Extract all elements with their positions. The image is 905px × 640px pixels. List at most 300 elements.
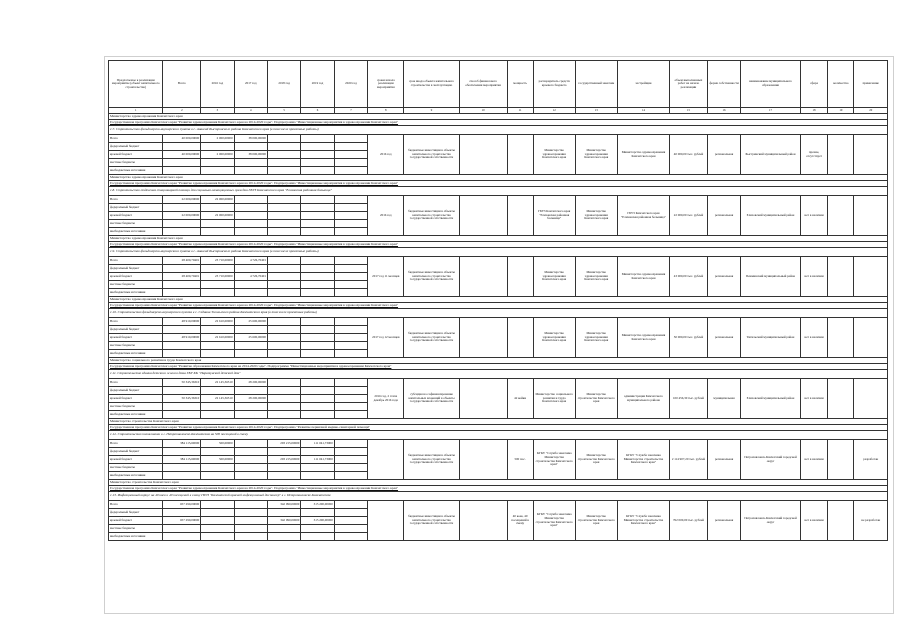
amount-cell	[334, 167, 367, 175]
amount-cell	[234, 440, 267, 448]
amount-cell	[334, 448, 367, 456]
amount-cell	[334, 220, 367, 228]
capacity: 40 коек, 40 посещений в смену	[507, 501, 533, 541]
object-row	[109, 248, 888, 257]
column-header: способ финансового обеспечения мероприятия	[459, 61, 507, 108]
ministry-name: Министерство здравоохранения Камчатского края	[109, 236, 888, 242]
column-number: 2	[163, 108, 201, 114]
amount-cell	[301, 220, 334, 228]
finance-source-label: краевой бюджет	[109, 212, 163, 220]
amount-cell	[163, 533, 201, 541]
ministry-name: Министерство здравоохранения Камчатского края	[109, 114, 888, 120]
column-number: 15	[670, 108, 708, 114]
amount-cell	[201, 387, 234, 395]
note: разработан	[854, 440, 888, 480]
amount-cell	[163, 220, 201, 228]
program-name: Государственная программа Камчатского края "Развитие здравоохранения Камчатского края на 2014-2020 годы". Подпрограмма "Инвестиционные мероприятия в здравоохранении Камчатского края"	[109, 120, 888, 126]
amount-cell	[234, 281, 267, 289]
municipality: Пенжинский муниципальный район	[741, 257, 801, 297]
amount-cell	[234, 533, 267, 541]
amount-cell	[201, 143, 234, 151]
developer: Министерство здравоохранения Камчатского края	[617, 135, 669, 175]
amount-cell	[234, 448, 267, 456]
developer: Министерство здравоохранения Камчатского края	[617, 257, 669, 297]
amount-cell	[234, 228, 267, 236]
capacity	[507, 257, 533, 297]
capacity: 42 койки	[507, 379, 533, 419]
amount-cell	[301, 525, 334, 533]
finance-row	[109, 135, 888, 143]
amount-cell	[334, 342, 367, 350]
distributor: Министерство здравоохранения Камчатского края	[533, 318, 575, 358]
developer: Министерство здравоохранения Камчатского края	[617, 318, 669, 358]
amount-cell	[163, 159, 201, 167]
object-name: 1.11. Строительство здания детского жилого дома ГБУ КК "Паратунский детский дом"	[109, 370, 888, 379]
finance-source-label: федеральный бюджет	[109, 204, 163, 212]
amount-cell	[201, 326, 234, 334]
amount-cell	[163, 289, 201, 297]
ownership-form: региональная	[707, 135, 740, 175]
amount-cell	[267, 196, 300, 204]
amount-cell	[301, 281, 334, 289]
program-name: Государственная программа Камчатского края "Развитие здравоохранения Камчатского края на 2014-2020 годы". Подпрограмма "Инвестиционные мероприятия в здравоохранении Камчатского края"	[109, 242, 888, 248]
finance-source-label: местные бюджеты	[109, 525, 163, 533]
capacity	[507, 135, 533, 175]
amount-cell	[267, 281, 300, 289]
finance-method: бюджетные инвестиции в объекты капитального строительства государственной собственности	[404, 440, 459, 480]
amount-cell: 22 000,00000	[163, 196, 201, 204]
amount-cell	[334, 350, 367, 358]
blank	[459, 318, 507, 358]
finance-method: бюджетные инвестиции в объекты капитального строительства государственной собственности	[404, 257, 459, 297]
amount-cell	[301, 212, 334, 220]
quantity	[828, 135, 854, 175]
start-date: 2016 год	[368, 135, 404, 175]
finance-source-label: внебюджетные источники	[109, 167, 163, 175]
amount-cell: 342 090,00000	[267, 501, 300, 509]
amount-cell: 384 115,60000	[163, 440, 201, 448]
amount-cell	[267, 334, 300, 342]
note	[854, 257, 888, 297]
amount-cell	[267, 220, 300, 228]
amount-cell	[334, 196, 367, 204]
finance-source-label: краевой бюджет	[109, 517, 163, 525]
amount-cell	[334, 440, 367, 448]
column-number: 5	[267, 108, 300, 114]
column-header: сроки начала реализации мероприятия	[368, 61, 404, 108]
amount-cell	[334, 501, 367, 509]
blank	[459, 135, 507, 175]
work-volume: 50 000,00 тыс. рублей	[670, 318, 708, 358]
amount-cell	[334, 257, 367, 265]
capacity	[507, 196, 533, 236]
column-number: 3	[201, 108, 234, 114]
state-customer: Министерство здравоохранения Камчатского края	[575, 318, 617, 358]
amount-cell	[301, 289, 334, 297]
amount-cell: 38 000,00000	[234, 135, 267, 143]
amount-cell	[163, 281, 201, 289]
amount-cell	[267, 135, 300, 143]
finance-row	[109, 440, 888, 448]
column-header: 2020 год	[334, 61, 367, 108]
amount-cell	[267, 212, 300, 220]
finance-source-label: внебюджетные источники	[109, 533, 163, 541]
amount-cell	[334, 395, 367, 403]
column-number: 14	[617, 108, 669, 114]
blank	[459, 196, 507, 236]
amount-cell	[267, 509, 300, 517]
amount-cell	[267, 533, 300, 541]
column-number: 1	[109, 108, 163, 114]
amount-cell	[301, 135, 334, 143]
column-header: мощность	[507, 61, 533, 108]
column-header: застройщик	[617, 61, 669, 108]
ownership-form: муниципальная	[707, 379, 740, 419]
column-number: 9	[404, 108, 459, 114]
work-volume: 40 000,00 тыс. рублей	[670, 135, 708, 175]
developer: КГКУ "Служба заказчика Министерства строительства Камчатского края"	[617, 501, 669, 541]
amount-cell: 22 000,00000	[201, 196, 234, 204]
column-header: 2018 год	[267, 61, 300, 108]
quantity	[828, 501, 854, 541]
finance-row	[109, 318, 888, 326]
column-number: 18	[800, 108, 828, 114]
amount-cell: 23 710,00000	[201, 257, 234, 265]
column-header: 2016 год	[201, 61, 234, 108]
ownership-form: региональная	[707, 440, 740, 480]
table-body	[109, 114, 888, 541]
amount-cell	[334, 212, 367, 220]
amount-cell: 22 610,00000	[201, 334, 234, 342]
column-number: 13	[575, 108, 617, 114]
start-date: 2017 год 12 месяцев	[368, 318, 404, 358]
amount-cell	[201, 403, 234, 411]
municipality: Быстринский муниципальный район	[741, 135, 801, 175]
object-name: 1.10. Строительство фельдшерско-акушерского пункта в с. Седанка Тигильского района Камчатского края (в том числе проектные работы)	[109, 309, 888, 318]
amount-cell: 384 115,60000	[163, 456, 201, 464]
amount-cell	[234, 167, 267, 175]
ministry-name: Министерство строительства Камчатского края	[109, 480, 888, 486]
amount-cell	[301, 167, 334, 175]
amount-cell	[234, 159, 267, 167]
finance-source-label: краевой бюджет	[109, 395, 163, 403]
amount-cell	[267, 411, 300, 419]
amount-cell	[334, 387, 367, 395]
amount-cell	[163, 387, 201, 395]
finance-row	[109, 501, 888, 509]
amount-cell	[201, 350, 234, 358]
amount-cell	[267, 350, 300, 358]
document-sheet	[108, 60, 888, 608]
amount-cell	[334, 456, 367, 464]
sphere: нет в наличии	[800, 440, 828, 480]
amount-cell	[334, 273, 367, 281]
municipality: Тигильский муниципальный район	[741, 318, 801, 358]
distributor: Министерство социального развития и труда Камчатского края	[533, 379, 575, 419]
column-header: распорядитель средств краевого бюджета	[533, 61, 575, 108]
object-name: 1.9. Строительство фельдшерско-акушерского пункта в с. Анавгай Быстринского района Камчатского края (в том числе проектные работы)	[109, 248, 888, 257]
state-customer: Министерство строительства Камчатского края	[575, 379, 617, 419]
column-header: срок ввода объекта капитального строительства в эксплуатацию	[404, 61, 459, 108]
amount-cell	[234, 387, 267, 395]
program-name: Государственная программа Камчатского края "Развитие здравоохранения Камчатского края на 2014-2020 годы". Подпрограмма "Инвестиционные мероприятия в здравоохранении Камчатского края"	[109, 181, 888, 187]
amount-cell: 293 215,00000	[267, 440, 300, 448]
amount-cell: 23 710,00000	[201, 273, 234, 281]
finance-source-label: Всего	[109, 196, 163, 204]
finance-source-label: краевой бюджет	[109, 151, 163, 159]
column-number: 19	[828, 108, 854, 114]
amount-cell	[334, 281, 367, 289]
sphere: прочие, отсутствует	[800, 135, 828, 175]
column-header: объем выполненных работ на начало реализации	[670, 61, 708, 108]
amount-cell: 500,00000	[201, 440, 234, 448]
amount-cell	[234, 196, 267, 204]
column-header: количество	[828, 61, 854, 108]
column-header: Всего	[163, 61, 201, 108]
amount-cell	[301, 379, 334, 387]
amount-cell	[201, 342, 234, 350]
column-number: 7	[334, 108, 367, 114]
program-name: Государственная программа Камчатского края "Развитие образования Камчатского края на 2014-2020 годы". Подпрограмма "Инвестиционные мероприятия в здравоохранении Камчатского края"	[109, 364, 888, 370]
amount-cell: 38 000,00000	[234, 151, 267, 159]
start-date: 2016 год	[368, 196, 404, 236]
municipality: Петропавловск-Камчатский городской округ	[741, 501, 801, 541]
state-customer: Министерство здравоохранения Камчатского края	[575, 257, 617, 297]
amount-cell	[301, 159, 334, 167]
note	[854, 379, 888, 419]
state-customer: Министерство строительства Камчатского края	[575, 501, 617, 541]
amount-cell: 315 200,00000	[301, 517, 334, 525]
amount-cell	[234, 517, 267, 525]
amount-cell	[234, 464, 267, 472]
amount-cell	[267, 265, 300, 273]
amount-cell: 500,00000	[201, 456, 234, 464]
municipality: Елизовский муниципальный район	[741, 379, 801, 419]
amount-cell	[334, 464, 367, 472]
amount-cell	[234, 143, 267, 151]
program-name: Государственная программа Камчатского края "Развитие здравоохранения Камчатского края на 2014-2020 годы". Подпрограмма "Инвестиционные мероприятия в здравоохранении Камчатского края"	[109, 486, 888, 492]
developer: администрация Камчатского муниципального района	[617, 379, 669, 419]
amount-cell	[234, 411, 267, 419]
amount-cell	[267, 289, 300, 297]
amount-cell	[334, 525, 367, 533]
amount-cell	[267, 379, 300, 387]
start-date	[368, 501, 404, 541]
amount-cell	[267, 143, 300, 151]
ownership-form: региональная	[707, 257, 740, 297]
state-customer: Министерство здравоохранения Камчатского края	[575, 135, 617, 175]
sphere: нет в наличии	[800, 196, 828, 236]
program-name: Государственная программа Камчатского края "Развитие здравоохранения Камчатского края на 2014-2020 годы". Подпрограмма "Развитие первичной медико-санитарной помощи"	[109, 425, 888, 431]
amount-cell: 25 600,00000	[234, 318, 267, 326]
amount-cell	[201, 517, 234, 525]
column-header: государственный заказчик	[575, 61, 617, 108]
amount-cell	[201, 265, 234, 273]
amount-cell	[334, 379, 367, 387]
quantity	[828, 440, 854, 480]
distributor: КГКУ "Служба заказчика Министерства строительства Камчатского края"	[533, 501, 575, 541]
program-name: Государственная программа Камчатского края "Развитие здравоохранения Камчатского края на 2014-2020 годы". Подпрограмма "Инвестиционные мероприятия в здравоохранении Камчатского края"	[109, 303, 888, 309]
amount-cell: 315 200,00000	[301, 501, 334, 509]
column-number: 8	[368, 108, 404, 114]
finance-row	[109, 257, 888, 265]
amount-cell	[201, 159, 234, 167]
amount-cell: 111 041,73000	[301, 456, 334, 464]
amount-cell: 28 200,00000	[234, 379, 267, 387]
amount-cell	[234, 204, 267, 212]
finance-source-label: внебюджетные источники	[109, 350, 163, 358]
amount-cell	[334, 228, 367, 236]
amount-cell	[267, 472, 300, 480]
amount-cell: 293 215,00000	[267, 456, 300, 464]
amount-cell	[163, 228, 201, 236]
start-date: 2016 год, 2 этапа декабрь 2016 года	[368, 379, 404, 419]
column-number: 12	[533, 108, 575, 114]
municipality: Елизовский муниципальный район	[741, 196, 801, 236]
amount-cell	[201, 204, 234, 212]
amount-cell	[301, 151, 334, 159]
amount-cell: 657 290,00000	[163, 501, 201, 509]
amount-cell	[301, 395, 334, 403]
blank	[459, 440, 507, 480]
amount-cell	[234, 342, 267, 350]
amount-cell	[267, 464, 300, 472]
object-row	[109, 492, 888, 501]
finance-method: бюджетные инвестиции в объекты капитального строительства государственной собственности	[404, 196, 459, 236]
amount-cell	[334, 265, 367, 273]
column-header: сфера	[800, 61, 828, 108]
amount-cell	[163, 143, 201, 151]
amount-cell: 22 610,00000	[201, 318, 234, 326]
ministry-name: Министерство здравоохранения Камчатского края	[109, 175, 888, 181]
finance-method: бюджетные инвестиции в объекты капитального строительства государственной собственности	[404, 318, 459, 358]
column-header: форма собственности	[707, 61, 740, 108]
work-volume: 762 000,00 тыс. рублей	[670, 501, 708, 541]
finance-source-label: федеральный бюджет	[109, 509, 163, 517]
note	[854, 135, 888, 175]
amount-cell	[163, 167, 201, 175]
amount-cell	[334, 403, 367, 411]
finance-source-label: Всего	[109, 318, 163, 326]
amount-cell	[201, 464, 234, 472]
work-volume: 43 000,00 тыс. рублей	[670, 257, 708, 297]
distributor: Министерство здравоохранения Камчатского края	[533, 257, 575, 297]
finance-method: бюджетные инвестиции в объекты капитального строительства государственной собственности	[404, 501, 459, 541]
amount-cell	[301, 143, 334, 151]
amount-cell	[234, 509, 267, 517]
amount-cell	[201, 281, 234, 289]
finance-source-label: внебюджетные источники	[109, 472, 163, 480]
amount-cell	[267, 342, 300, 350]
amount-cell	[334, 472, 367, 480]
amount-cell: 25 600,00000	[234, 334, 267, 342]
work-volume: 2 114 907,20 тыс. рублей	[670, 440, 708, 480]
amount-cell	[163, 265, 201, 273]
amount-cell	[201, 220, 234, 228]
start-date: 2017 год 11 месяцев	[368, 257, 404, 297]
finance-source-label: Всего	[109, 501, 163, 509]
note: не разработан	[854, 501, 888, 541]
amount-cell	[163, 525, 201, 533]
investment-table	[108, 60, 888, 541]
finance-row	[109, 196, 888, 204]
work-volume: 100 456,30 тыс. рублей	[670, 379, 708, 419]
amount-cell	[234, 525, 267, 533]
amount-cell: 22 000,00000	[163, 212, 201, 220]
object-name: 1.12. Строительство поликлиники в г. Петропавловске-Камчатском на 500 посещений в смену	[109, 431, 888, 440]
finance-source-label: федеральный бюджет	[109, 326, 163, 334]
amount-cell: 50 345,36310	[163, 395, 201, 403]
finance-source-label: местные бюджеты	[109, 220, 163, 228]
amount-cell	[267, 273, 300, 281]
sphere: нет в наличии	[800, 379, 828, 419]
finance-method: субсидия на софинансирование капитальных вложений в объекты государственной собственности	[404, 379, 459, 419]
amount-cell: 48 910,00000	[163, 334, 201, 342]
amount-cell	[163, 342, 201, 350]
amount-cell	[301, 411, 334, 419]
amount-cell	[234, 212, 267, 220]
amount-cell: 28 200,00000	[234, 395, 267, 403]
amount-cell	[201, 501, 234, 509]
ministry-name: Министерство строительства Камчатского края	[109, 419, 888, 425]
amount-cell	[301, 196, 334, 204]
finance-source-label: местные бюджеты	[109, 464, 163, 472]
column-number: 20	[854, 108, 888, 114]
amount-cell	[301, 448, 334, 456]
finance-source-label: местные бюджеты	[109, 403, 163, 411]
amount-cell: 4 726,70401	[234, 257, 267, 265]
column-number: 16	[707, 108, 740, 114]
finance-source-label: местные бюджеты	[109, 281, 163, 289]
column-number: 4	[234, 108, 267, 114]
amount-cell	[163, 350, 201, 358]
column-number: 11	[507, 108, 533, 114]
finance-source-label: федеральный бюджет	[109, 265, 163, 273]
amount-cell	[301, 318, 334, 326]
object-row	[109, 309, 888, 318]
distributor: Министерство здравоохранения Камчатского края	[533, 135, 575, 175]
amount-cell: 342 090,00000	[267, 517, 300, 525]
column-number: 17	[741, 108, 801, 114]
object-name: 1.7. Строительство фельдшерско-акушерского пункта в с. Анавгай Быстринского района Камчатского края (в том числе проектные работы)	[109, 126, 888, 135]
amount-cell	[234, 403, 267, 411]
amount-cell	[163, 403, 201, 411]
amount-cell	[301, 326, 334, 334]
amount-cell	[234, 289, 267, 297]
amount-cell: 657 290,00000	[163, 517, 201, 525]
object-name: 1.13. Инфекционный корпус на 40 коек и 40 посещений в смену ГБУЗ "Камчатский краевой инфекционный диспансер" в г. Петропавловске-Камчатском	[109, 492, 888, 501]
header-row	[109, 61, 888, 108]
amount-cell	[201, 472, 234, 480]
amount-cell	[301, 464, 334, 472]
note	[854, 196, 888, 236]
column-header: примечание	[854, 61, 888, 108]
finance-source-label: Всего	[109, 440, 163, 448]
amount-cell	[267, 326, 300, 334]
amount-cell	[201, 533, 234, 541]
finance-source-label: краевой бюджет	[109, 273, 163, 281]
column-header: 2019 год	[301, 61, 334, 108]
amount-cell	[201, 411, 234, 419]
amount-cell	[334, 143, 367, 151]
column-number: 6	[301, 108, 334, 114]
amount-cell: 40 000,00000	[163, 135, 201, 143]
work-volume: 22 000,00 тыс. рублей	[670, 196, 708, 236]
amount-cell: 4 726,70401	[234, 273, 267, 281]
amount-cell	[301, 403, 334, 411]
amount-cell	[301, 273, 334, 281]
amount-cell: 40 000,00000	[163, 151, 201, 159]
